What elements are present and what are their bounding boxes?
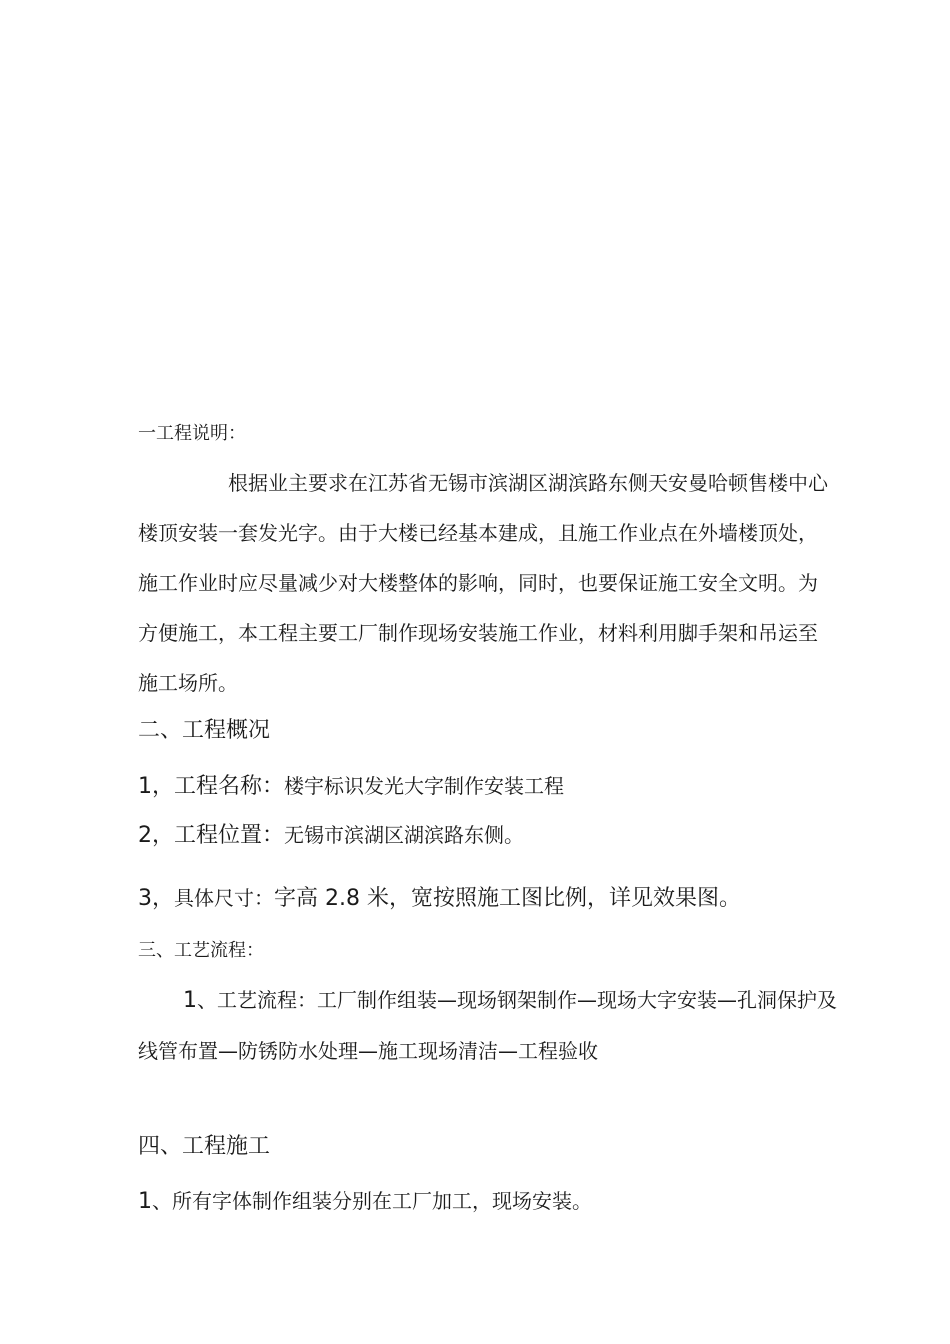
section-1-paragraph-line-5: 施工场所。 — [138, 671, 238, 695]
item-label: 工程名称： — [174, 774, 285, 799]
item-number: 3， — [138, 886, 174, 911]
item-text: 、工艺流程：工厂制作组装—现场钢架制作—现场大字安装—孔洞保护及 — [197, 988, 837, 1012]
item-value: 字高 2.8 米，宽按照施工图比例，详见效果图。 — [274, 886, 741, 911]
section-1-paragraph-line-4: 方便施工，本工程主要工厂制作现场安装施工作业，材料利用脚手架和吊运至 — [138, 621, 818, 645]
item-number: 2， — [138, 823, 174, 848]
item-value: 无锡市滨湖区湖滨路东侧。 — [284, 823, 525, 847]
section-1-heading: 一工程说明： — [138, 423, 246, 444]
section-1-paragraph-line-1: 根据业主要求在江苏省无锡市滨湖区湖滨路东侧天安曼哈顿售楼中心 — [228, 471, 828, 495]
item-number: 1 — [138, 1189, 152, 1214]
section-4-item-1 — [138, 1191, 592, 1213]
item-text: 、所有字体制作组装分别在工厂加工，现场安装。 — [152, 1189, 592, 1213]
section-4-heading: 四、工程施工 — [138, 1134, 271, 1159]
section-2-heading: 二、工程概况 — [138, 718, 271, 743]
section-3-item-1-line-1 — [183, 990, 837, 1012]
item-number: 1， — [138, 774, 174, 799]
section-1-paragraph-line-2: 楼顶安装一套发光字。由于大楼已经基本建成，且施工作业点在外墙楼顶处， — [138, 521, 818, 545]
section-3-item-1-line-2: 线管布置—防锈防水处理—施工现场清洁—工程验收 — [138, 1039, 598, 1063]
section-2-item-3 — [138, 888, 741, 910]
item-label: 工程位置： — [174, 823, 285, 848]
section-2-item-2 — [138, 825, 524, 847]
item-label: 具体尺寸： — [174, 886, 274, 910]
section-1-paragraph-line-3: 施工作业时应尽量减少对大楼整体的影响，同时，也要保证施工安全文明。为 — [138, 571, 818, 595]
item-number: 1 — [183, 988, 197, 1013]
section-3-heading: 三、工艺流程： — [138, 940, 264, 961]
item-value: 楼宇标识发光大字制作安装工程 — [284, 774, 565, 798]
section-2-item-1 — [138, 776, 564, 798]
